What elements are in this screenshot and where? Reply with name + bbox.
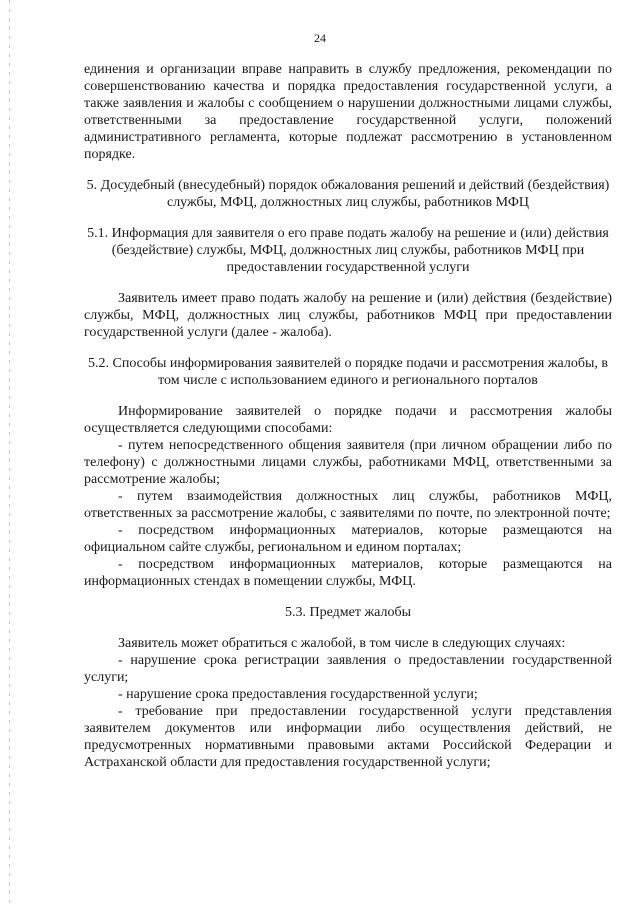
section-5-1-paragraph: Заявитель имеет право подать жалобу на решение и (или) действия (бездействие) службы, МФЦ, должностных лиц службы, работников МФЦ при предоставлении государственной услуги (далее - жалоба). xyxy=(84,291,612,340)
section-5-3-intro: Заявитель может обратиться с жалобой, в том числе в следующих случаях: xyxy=(118,636,566,651)
list-item: - путем непосредственного общения заявителя (при личном обращении либо по телефону) с должностными лицами службы, работниками МФЦ, ответственными за рассмотрение жалобы; xyxy=(84,438,612,487)
document-body xyxy=(84,61,612,771)
section-5-2-heading: 5.2. Способы информирования заявителей о порядке подачи и рассмотрения жалобы, в том числе с использованием единого и регионального порталов xyxy=(88,356,608,388)
list-item: - посредством информационных материалов, которые размещаются на официальном сайте службы, региональном и едином порталах; xyxy=(84,523,612,555)
list-item: - требование при предоставлении государственной услуги представления заявителем документов или информации либо осуществления действий, не предусмотренных нормативными правовыми актами Российской Федерации и Астраханской области для предоставления государственной услуги; xyxy=(84,704,612,770)
list-item: - нарушение срока регистрации заявления о предоставлении государственной услуги; xyxy=(84,653,612,685)
intro-paragraph: единения и организации вправе направить в службу предложения, рекомендации по совершенствованию качества и порядка предоставления государственной услуги, а также заявления и жалобы с сообщением о нарушении должностными лицами службы, ответственными за предоставление государственной услуги, положений административного регламента, которые подлежат рассмотрению в установленном порядке. xyxy=(84,62,612,162)
page-number: 24 xyxy=(314,31,326,45)
section-5-2-intro: Информирование заявителей о порядке подачи и рассмотрения жалобы осуществляется следующими способами: xyxy=(84,404,612,436)
scan-edge-line xyxy=(9,0,10,905)
list-item: - нарушение срока предоставления государственной услуги; xyxy=(118,687,478,702)
section-5-3-heading: 5.3. Предмет жалобы xyxy=(285,605,411,620)
list-item: - посредством информационных материалов, которые размещаются на информационных стендах в помещении службы, МФЦ. xyxy=(84,557,612,589)
section-5-1-heading: 5.1. Информация для заявителя о его праве подать жалобу на решение и (или) действия (бездействие) службы, МФЦ, должностных лиц службы, работников МФЦ при предоставлении государственной услуги xyxy=(87,226,609,275)
section-5-heading: 5. Досудебный (внесудебный) порядок обжалования решений и действий (бездействия) службы, МФЦ, должностных лиц службы, работников МФЦ xyxy=(86,178,610,210)
list-item: - путем взаимодействия должностных лиц службы, работников МФЦ, ответственных за рассмотрение жалобы, с заявителями по почте, по электронной почте; xyxy=(84,489,612,521)
